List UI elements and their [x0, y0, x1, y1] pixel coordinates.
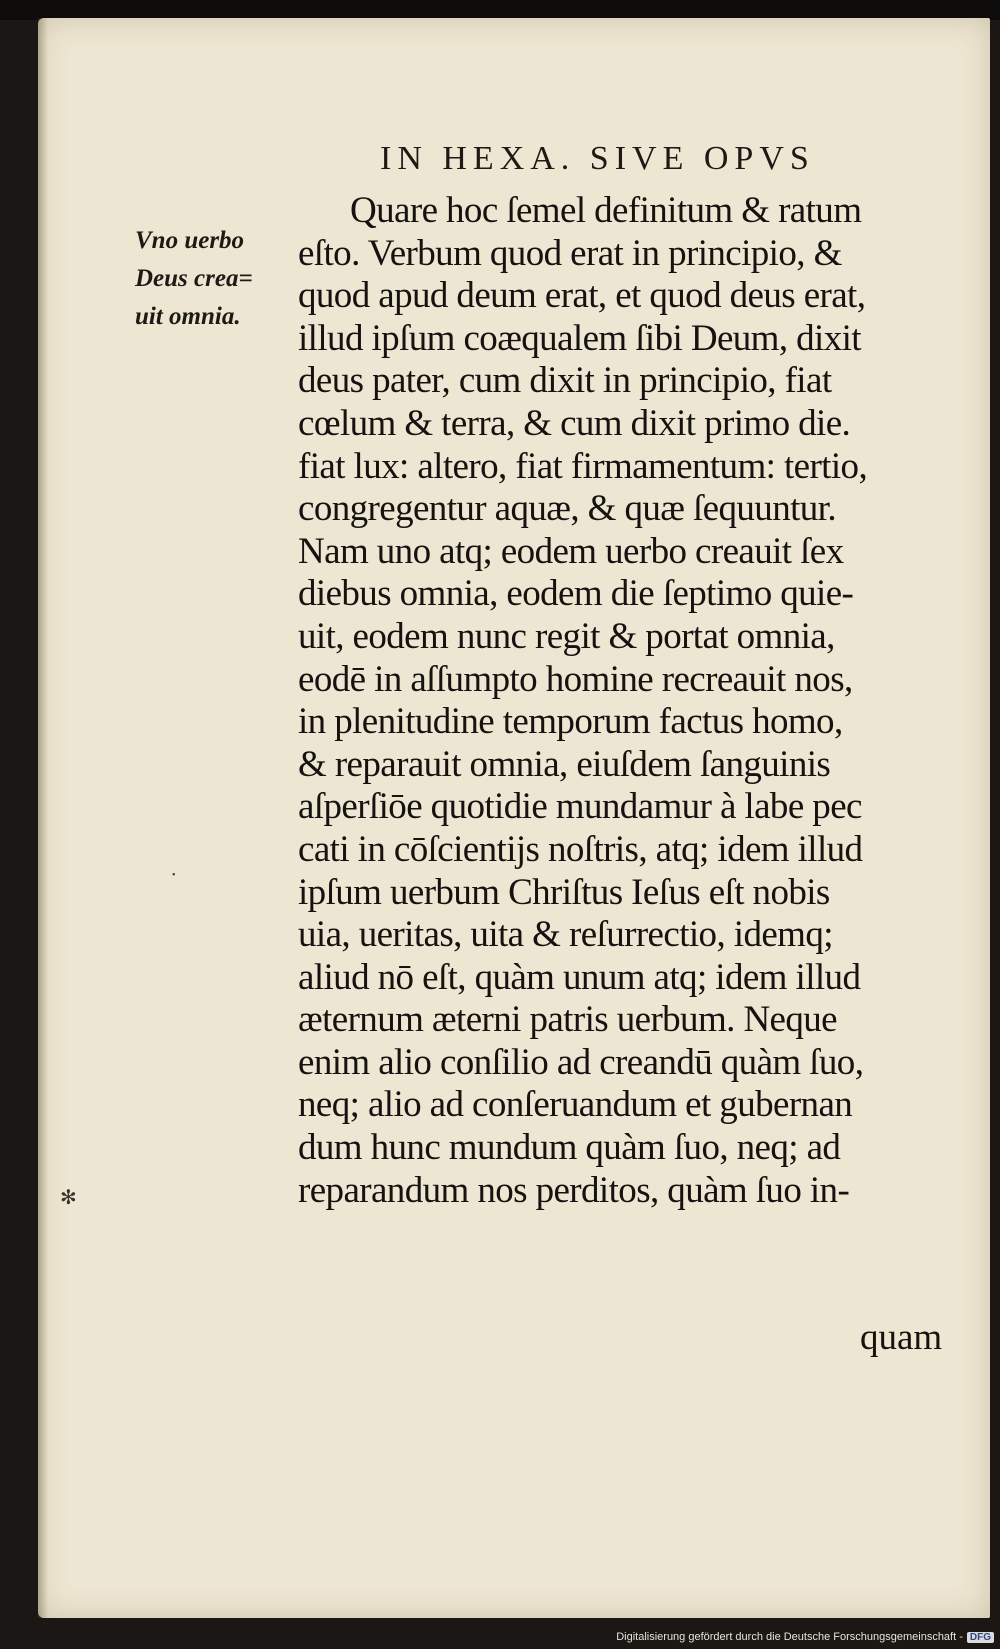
text-line: æternum æterni patris uerbum. Neque: [298, 999, 838, 1041]
text-line: Quare hoc ſemel definitum & ratum: [350, 190, 862, 231]
text-line: eſto. Verbum quod erat in principio, &: [298, 232, 842, 274]
text-line: Nam uno atq; eodem uerbo creauit ſex: [298, 530, 844, 572]
marginal-note-line: Deus crea=: [135, 265, 253, 292]
text-line: uit, eodem nunc regit & portat omnia,: [298, 615, 835, 657]
text-line: reparandum nos perditos, quàm ſuo in-: [298, 1169, 850, 1211]
text-line: congregentur aquæ, & quæ ſequuntur.: [298, 488, 837, 530]
marginal-note-line: Vno uerbo: [135, 227, 245, 254]
text-line: deus pater, cum dixit in principio, fiat: [298, 360, 832, 402]
digitization-credit: [616, 1631, 994, 1643]
marginal-note-line: uit omnia.: [135, 303, 241, 330]
ink-smudge: ✻: [60, 1187, 77, 1209]
text-line: cœlum & terra, & cum dixit primo die.: [298, 402, 851, 444]
marginal-note: [135, 222, 295, 336]
text-line: uia, ueritas, uita & reſurrectio, idemq;: [298, 914, 833, 956]
text-line: ipſum uerbum Chriſtus Ieſus eſt nobis: [298, 871, 830, 913]
text-line: aſperſiōe quotidie mundamur à labe pec: [298, 786, 862, 828]
text-line: quod apud deum erat, et quod deus erat,: [298, 275, 866, 317]
text-line: aliud nō eſt, quàm unum atq; idem illud: [298, 956, 861, 998]
text-line: neq; alio ad conſeruandum et gubernan: [298, 1084, 853, 1126]
text-line: & reparauit omnia, eiuſdem ſanguinis: [298, 743, 831, 785]
text-line: dum hunc mundum quàm ſuo, neq; ad: [298, 1127, 841, 1169]
text-line: fiat lux: altero, fiat firmamentum: tertio,: [298, 445, 868, 487]
text-line: in plenitudine temporum factus homo,: [298, 701, 843, 743]
credit-text: Digitalisierung gefördert durch die Deutsche Forschungsgemeinschaft -: [616, 1631, 963, 1643]
text-line: enim alio conſilio ad creandū quàm ſuo,: [298, 1041, 864, 1083]
text-line: cati in cōſcientijs noſtris, atq; idem illud: [298, 828, 863, 870]
ink-speck: •: [172, 870, 176, 881]
scan-background-top: [0, 0, 1000, 20]
dfg-logo: DFG: [967, 1632, 994, 1643]
text-line: illud ipſum coæqualem ſibi Deum, dixit: [298, 317, 861, 359]
catchword: quam: [860, 1317, 943, 1358]
text-line: eodē in aſſumpto homine recreauit nos,: [298, 658, 853, 700]
text-line: diebus omnia, eodem die ſeptimo quie-: [298, 573, 854, 615]
body-text: [298, 190, 958, 1212]
running-head: IN HEXA. SIVE OPVS: [380, 140, 815, 177]
page-gutter-shadow: [38, 18, 48, 1618]
